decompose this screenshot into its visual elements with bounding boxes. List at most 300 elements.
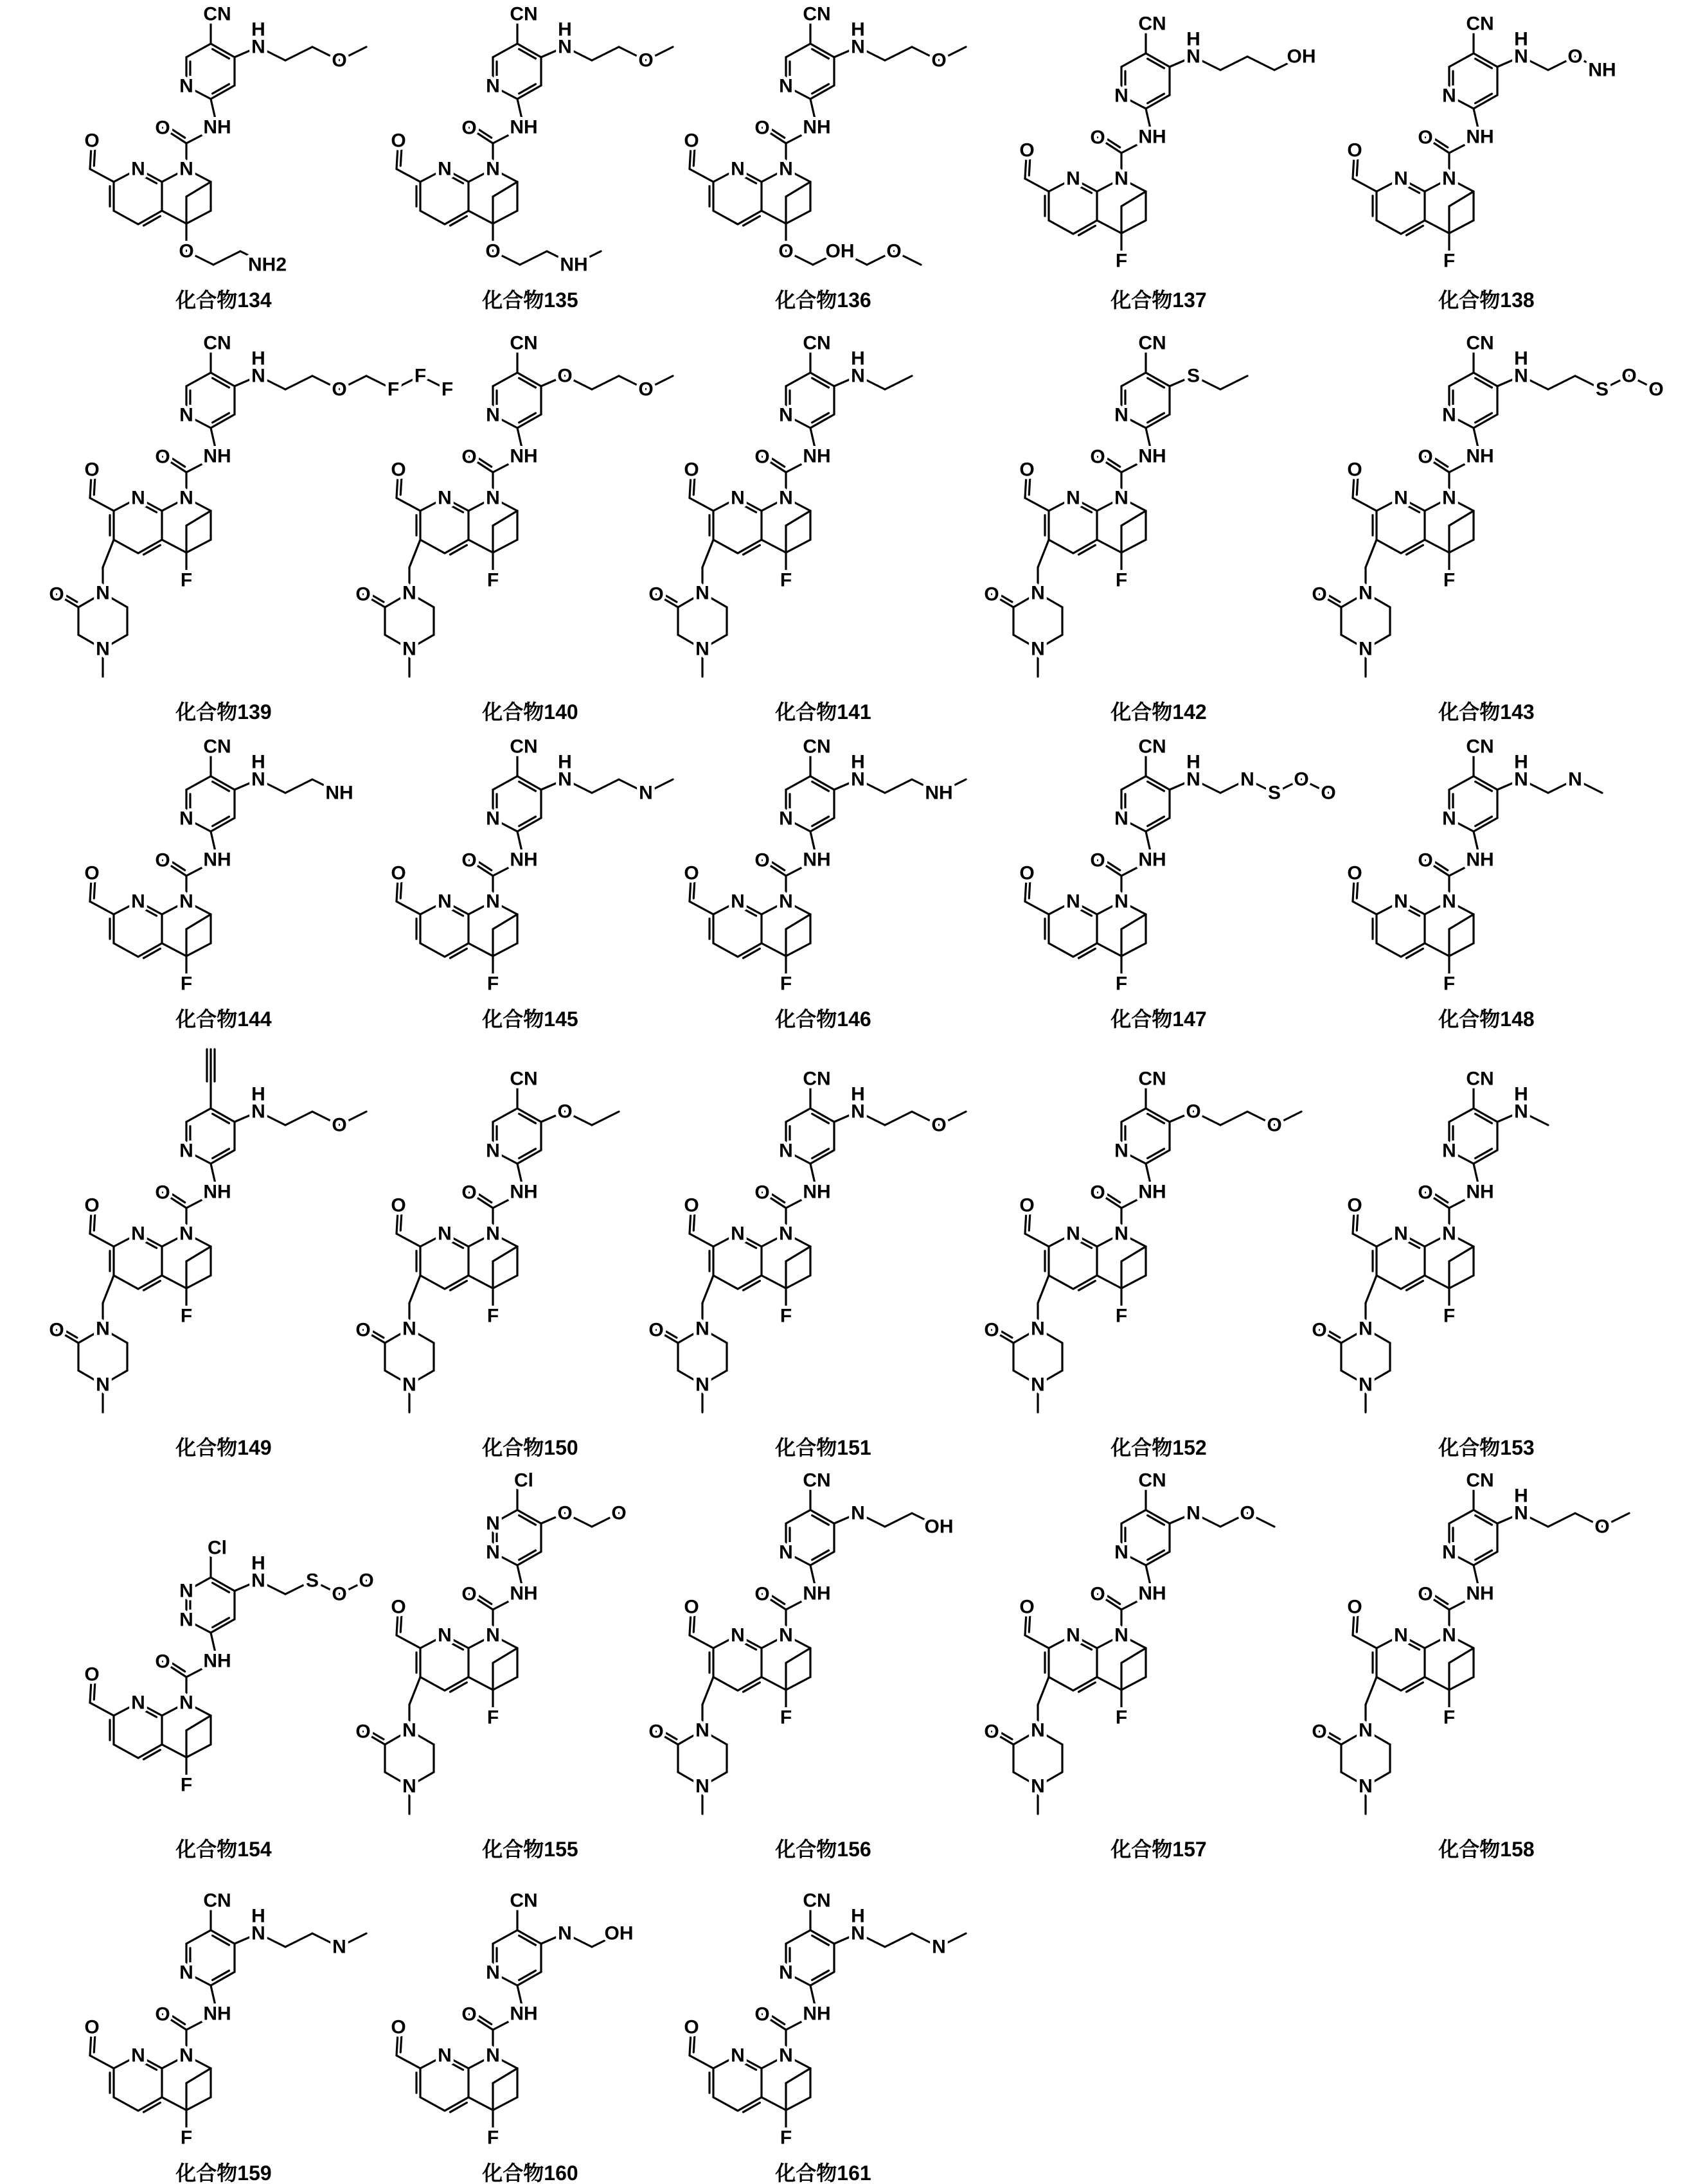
urea-nh: NH <box>203 1182 231 1203</box>
urea-nh: NH <box>803 1182 830 1203</box>
bond <box>1449 914 1474 929</box>
urea-oxygen: O <box>754 2004 769 2025</box>
urea-nh: NH <box>1138 127 1166 148</box>
amine-hydrogen: H <box>1514 29 1528 50</box>
bond <box>368 593 384 602</box>
urea-nh: NH <box>803 849 830 871</box>
bond <box>186 943 211 956</box>
compound-label: 化合物145 <box>481 1008 578 1031</box>
bond <box>762 211 786 224</box>
bonds <box>363 346 673 677</box>
amine-hydrogen: H <box>1514 1084 1528 1105</box>
substituent-atom: O <box>359 1570 373 1592</box>
amine-nitrogen: N <box>851 1101 865 1123</box>
bond <box>400 1215 401 1231</box>
compound-structure <box>49 333 453 677</box>
aldehyde-oxygen: O <box>684 459 699 481</box>
bond <box>786 1108 810 1122</box>
bicyclic-nitrogen: N <box>486 159 500 180</box>
compound-structure <box>49 1049 366 1412</box>
top-substituent: CN <box>510 736 537 758</box>
bond <box>661 593 677 602</box>
aldehyde-oxygen: O <box>391 2017 406 2038</box>
bond <box>997 593 1012 602</box>
bicyclic-nitrogen: N <box>486 1625 500 1646</box>
compound-structure <box>84 1890 366 2149</box>
bond <box>1377 220 1401 234</box>
piperazinone-nitrogen: N <box>96 639 110 660</box>
amine-hydrogen: H <box>558 19 572 40</box>
aldehyde-oxygen: O <box>84 1195 99 1216</box>
compound-structure <box>84 736 353 995</box>
bond <box>1324 1329 1340 1338</box>
amine-hydrogen: H <box>851 1084 865 1105</box>
piperazinone-nitrogen: N <box>402 1776 416 1797</box>
bridgehead-substituent: F <box>1116 251 1127 272</box>
piperazinone-nitrogen: N <box>402 1374 416 1396</box>
urea-oxygen: O <box>461 447 476 468</box>
compound-structure <box>355 1470 626 1815</box>
bond <box>1449 511 1474 526</box>
bond <box>1029 160 1030 175</box>
bridgehead-substituent: F <box>181 2127 192 2149</box>
amine-hydrogen: H <box>851 348 865 369</box>
bridgehead-substituent: F <box>1116 1306 1127 1327</box>
piperazinone-nitrogen: N <box>1031 1318 1045 1340</box>
ring-nitrogen: N <box>1114 808 1128 830</box>
bond <box>285 376 312 389</box>
bond <box>1025 1635 1049 1648</box>
piperazinone-nitrogen: N <box>1359 1318 1373 1340</box>
bond <box>493 540 517 553</box>
ring-nitrogen: N <box>179 1962 193 1984</box>
amine-hydrogen: H <box>251 1553 265 1574</box>
urea-oxygen: O <box>461 118 476 139</box>
amine-hydrogen: H <box>251 348 265 369</box>
piperazinone-nitrogen: N <box>96 1318 110 1340</box>
ring-nitrogen: N <box>486 405 500 426</box>
urea-nh: NH <box>1466 446 1493 467</box>
atoms <box>648 333 865 660</box>
bond <box>114 540 138 553</box>
ring-nitrogen: N <box>486 76 500 97</box>
bridgehead-substituent: O <box>485 241 500 262</box>
bond <box>493 2068 517 2083</box>
link-atom: S <box>1187 366 1200 387</box>
compound-label: 化合物152 <box>1110 1436 1206 1459</box>
compound-structure <box>1312 1069 1548 1413</box>
bond <box>693 883 694 899</box>
atoms <box>355 1069 572 1396</box>
bond <box>114 2097 138 2111</box>
compound-label: 化合物153 <box>1438 1436 1534 1459</box>
bonds <box>656 1483 939 1814</box>
ring-nitrogen: N <box>1066 891 1080 912</box>
top-substituent: CN <box>203 333 231 354</box>
compound-label: 化合物147 <box>1110 1008 1206 1031</box>
bond <box>493 182 517 197</box>
compound-label: 化合物134 <box>175 289 272 312</box>
bond <box>1449 1648 1474 1663</box>
bond <box>90 1703 114 1716</box>
aldehyde-oxygen: O <box>84 130 99 152</box>
bond <box>1025 498 1049 511</box>
urea-nh: NH <box>203 446 231 467</box>
urea-oxygen: O <box>1418 1584 1432 1605</box>
bond <box>1449 1510 1474 1523</box>
bond <box>400 1617 401 1633</box>
bridgehead-substituent: F <box>1116 973 1127 995</box>
compound-label: 化合物146 <box>774 1008 871 1031</box>
bond <box>368 1329 384 1338</box>
ring-nitrogen: N <box>1066 1223 1080 1245</box>
substituent-atom: S <box>306 1570 319 1592</box>
compound-structure <box>984 1470 1274 1815</box>
bond <box>1366 1275 1377 1303</box>
bridgehead-substituent: F <box>487 1707 499 1728</box>
bond <box>885 779 912 793</box>
bond <box>661 1329 677 1338</box>
piperazinone-nitrogen: N <box>695 1776 709 1797</box>
piperazinone-nitrogen: N <box>1031 1374 1045 1396</box>
substituent-atom: OH <box>925 1516 954 1538</box>
bond <box>786 182 810 197</box>
top-substituent: CN <box>803 1470 830 1491</box>
ring-nitrogen: N <box>1442 85 1456 107</box>
bond <box>1247 57 1274 70</box>
substituent-atom: N <box>1568 769 1582 790</box>
bond <box>493 211 517 224</box>
bond <box>713 1677 738 1691</box>
bond <box>186 1716 211 1730</box>
ring-nitrogen: N <box>438 1625 452 1646</box>
ring-nitrogen: N <box>438 159 452 180</box>
bond <box>1097 1275 1121 1288</box>
link-atom: O <box>557 1503 572 1524</box>
top-substituent: CN <box>1466 1470 1493 1491</box>
amine-nitrogen: N <box>851 1923 865 1944</box>
bond <box>186 1108 211 1122</box>
bond <box>786 2068 810 2083</box>
urea-nh: NH <box>803 1583 830 1604</box>
bridgehead-substituent: F <box>780 973 792 995</box>
ring-nitrogen: N <box>179 76 193 97</box>
atoms <box>84 1538 373 1796</box>
substituent-atom: F <box>441 379 453 400</box>
bond <box>786 44 810 57</box>
bicyclic-nitrogen: N <box>179 1692 193 1714</box>
top-substituent: CN <box>1138 333 1166 354</box>
urea-oxygen: O <box>155 447 170 468</box>
bond <box>786 1648 810 1663</box>
amine-nitrogen: N <box>1514 366 1528 387</box>
urea-nh: NH <box>1138 1182 1166 1203</box>
bond <box>1548 1513 1575 1527</box>
amine-hydrogen: H <box>851 752 865 773</box>
substituent-atom: O <box>638 50 653 71</box>
substituent-atom: O <box>1567 46 1582 67</box>
amine-hydrogen: H <box>1186 29 1200 50</box>
urea-oxygen: O <box>461 850 476 871</box>
compound-label: 化合物139 <box>175 700 271 724</box>
bond <box>713 943 738 957</box>
atoms <box>49 333 453 660</box>
amine-hydrogen: H <box>1514 348 1528 369</box>
bond <box>786 211 810 224</box>
piperazinone-nitrogen: N <box>1031 583 1045 604</box>
atoms <box>84 1890 346 2149</box>
bonds <box>90 17 366 265</box>
atoms <box>1312 1069 1528 1396</box>
urea-oxygen: O <box>155 1182 170 1203</box>
amine-hydrogen: H <box>1514 1486 1528 1507</box>
bond <box>713 2097 738 2111</box>
bond <box>493 1677 517 1690</box>
bond <box>409 1677 420 1705</box>
substituent-atom: O <box>1594 1516 1609 1538</box>
bond <box>885 1513 912 1527</box>
bond <box>114 1275 138 1289</box>
bond <box>186 914 211 929</box>
bicyclic-nitrogen: N <box>179 2045 193 2066</box>
bond <box>420 1677 445 1691</box>
urea-oxygen: O <box>155 850 170 871</box>
urea-oxygen: O <box>461 1584 476 1605</box>
ring-nitrogen: N <box>131 891 145 912</box>
bond <box>1025 901 1049 914</box>
urea-nh: NH <box>203 1651 231 1672</box>
aldehyde-oxygen: O <box>684 130 699 152</box>
urea-nh: NH <box>1138 849 1166 871</box>
bond <box>786 373 810 386</box>
bond <box>786 1677 810 1690</box>
bridgehead-substituent: F <box>780 570 792 591</box>
atoms <box>391 4 653 276</box>
bridgehead-substituent: F <box>1443 251 1455 272</box>
ring-nitrogen: N <box>1114 405 1128 426</box>
top-substituent: CN <box>510 4 537 25</box>
compound-structure <box>648 1069 966 1413</box>
compound-structure <box>684 1890 966 2149</box>
aldehyde-oxygen: O <box>84 459 99 481</box>
ring-nitrogen: N <box>486 1141 500 1162</box>
bond <box>592 47 619 60</box>
compound-label: 化合物148 <box>1438 1008 1534 1031</box>
bond <box>103 540 114 567</box>
bond <box>1377 540 1401 553</box>
bonds <box>397 17 673 265</box>
compound-structures <box>0 0 1703 2184</box>
bridgehead-substituent: O <box>778 241 793 262</box>
urea-oxygen: O <box>754 118 769 139</box>
bond <box>786 776 810 790</box>
compound-structure <box>648 333 912 677</box>
amine-hydrogen: H <box>558 752 572 773</box>
top-substituent: CN <box>510 1069 537 1090</box>
compound-structure <box>1312 333 1663 677</box>
bond <box>1449 776 1474 790</box>
bonds <box>656 346 912 677</box>
piperazinone-oxygen: O <box>984 584 999 605</box>
substituent-atom: N <box>1240 769 1254 790</box>
ring-nitrogen: N <box>438 1223 452 1245</box>
ring-nitrogen: N <box>179 808 193 830</box>
urea-oxygen: O <box>1418 850 1432 871</box>
bicyclic-nitrogen: N <box>179 159 193 180</box>
bond <box>493 1275 517 1288</box>
urea-oxygen: O <box>1418 1182 1432 1203</box>
ring-nitrogen: N <box>731 159 745 180</box>
amine-nitrogen: N <box>251 769 265 790</box>
urea-oxygen: O <box>155 118 170 139</box>
amine-nitrogen: N <box>251 366 265 387</box>
ring-nitrogen: N <box>779 1962 793 1984</box>
urea-nh: NH <box>803 117 830 138</box>
amine-nitrogen: N <box>1186 769 1200 790</box>
bicyclic-nitrogen: N <box>779 488 793 509</box>
piperazinone-oxygen: O <box>648 1721 663 1743</box>
bond <box>1449 191 1474 206</box>
top-substituent: CN <box>203 736 231 758</box>
bond <box>1353 179 1377 191</box>
ring-nitrogen: N <box>779 76 793 97</box>
piperazinone-oxygen: O <box>1312 1320 1326 1341</box>
bond <box>468 2097 493 2110</box>
bond <box>1029 1215 1030 1231</box>
top-substituent: CN <box>203 1890 231 1912</box>
bond <box>1049 540 1073 553</box>
bond <box>493 2097 517 2110</box>
substituent-atom: O <box>1294 769 1308 790</box>
bond <box>1377 1275 1401 1289</box>
bond <box>420 540 445 553</box>
atoms <box>391 1890 633 2149</box>
bond <box>1425 220 1449 233</box>
substituent-atom: S <box>1268 783 1281 804</box>
aldehyde-oxygen: O <box>391 130 406 152</box>
ring-nitrogen: N <box>1394 1223 1408 1245</box>
urea-oxygen: O <box>754 850 769 871</box>
compound-label: 化合物149 <box>175 1436 271 1459</box>
bridgehead-substituent: F <box>1443 1707 1455 1728</box>
ring-nitrogen: N <box>1066 1625 1080 1646</box>
bond <box>420 943 445 957</box>
ring-nitrogen: N <box>1066 488 1080 509</box>
urea-nh: NH <box>1466 849 1493 871</box>
urea-nh: NH <box>1466 1583 1493 1604</box>
bond <box>162 211 186 224</box>
bond <box>592 779 619 793</box>
atoms <box>684 736 952 995</box>
substituent-atom: F <box>415 366 426 387</box>
urea-nh: NH <box>803 446 830 467</box>
bond <box>397 901 420 914</box>
compound-label: 化合物138 <box>1438 289 1534 312</box>
bond <box>1097 540 1121 553</box>
substituent-atom: O <box>931 50 946 71</box>
ring-nitrogen: N <box>131 1692 145 1714</box>
piperazinone-nitrogen: N <box>695 1720 709 1741</box>
bond <box>162 1745 186 1757</box>
bridgehead-substituent: F <box>487 1306 499 1327</box>
atoms <box>684 1890 946 2149</box>
urea-nh: NH <box>510 1583 537 1604</box>
amine-hydrogen: H <box>251 752 265 773</box>
link-atom: O <box>557 1101 572 1123</box>
urea-nh: NH <box>510 2003 537 2025</box>
piperazinone-nitrogen: N <box>96 583 110 604</box>
amine-hydrogen: H <box>251 1906 265 1927</box>
urea-oxygen: O <box>461 2004 476 2025</box>
bond <box>90 901 114 914</box>
bond <box>1220 57 1247 70</box>
bond <box>186 2097 211 2110</box>
compound-label: 化合物137 <box>1110 289 1206 312</box>
bond <box>762 1677 786 1690</box>
bond <box>493 1648 517 1663</box>
compound-label: 化合物140 <box>481 700 578 724</box>
bond <box>1449 1108 1474 1122</box>
bond <box>1324 1730 1340 1739</box>
bond <box>1121 1108 1146 1122</box>
bond <box>1025 179 1049 191</box>
bond <box>162 943 186 956</box>
bond <box>420 2097 445 2111</box>
aldehyde-oxygen: O <box>84 1664 99 1685</box>
bond <box>162 540 186 553</box>
bond <box>285 47 312 60</box>
link-atom: O <box>1186 1101 1200 1123</box>
bond <box>1220 1112 1247 1125</box>
compound-structure <box>1019 736 1335 995</box>
ring-nitrogen: N <box>731 2045 745 2066</box>
ring-nitrogen: N <box>1114 85 1128 107</box>
bond <box>397 2055 420 2068</box>
ring-nitrogen: N <box>179 1581 193 1602</box>
bond <box>1097 943 1121 956</box>
ring-nitrogen: N <box>779 808 793 830</box>
bond <box>786 1930 810 1944</box>
bond <box>690 498 713 511</box>
piperazinone-oxygen: O <box>49 1320 64 1341</box>
bond <box>1353 1635 1377 1648</box>
bond <box>1377 943 1401 957</box>
bridgehead-substituent: NH2 <box>248 254 287 276</box>
bicyclic-nitrogen: N <box>486 488 500 509</box>
urea-oxygen: O <box>754 1182 769 1203</box>
bond <box>1449 220 1474 233</box>
bond <box>285 1112 312 1125</box>
compound-label: 化合物136 <box>774 289 871 312</box>
bond <box>186 511 211 526</box>
compound-structure <box>984 1069 1301 1413</box>
substituent-atom: O <box>332 1115 346 1136</box>
piperazinone-nitrogen: N <box>1031 1720 1045 1741</box>
bond <box>1121 914 1146 929</box>
bridgehead-substituent: F <box>1116 570 1127 591</box>
urea-nh: NH <box>1138 1583 1166 1604</box>
bond <box>397 1635 420 1648</box>
substituent-atom: N <box>639 783 653 804</box>
bond <box>409 1275 420 1303</box>
urea-nh: NH <box>1138 446 1166 467</box>
ring-nitrogen: N <box>131 2045 145 2066</box>
piperazinone-nitrogen: N <box>1031 639 1045 660</box>
amine-nitrogen: N <box>1514 1503 1528 1524</box>
ring-nitrogen: N <box>1442 405 1456 426</box>
aldehyde-oxygen: O <box>391 1195 406 1216</box>
bond <box>285 1933 312 1947</box>
